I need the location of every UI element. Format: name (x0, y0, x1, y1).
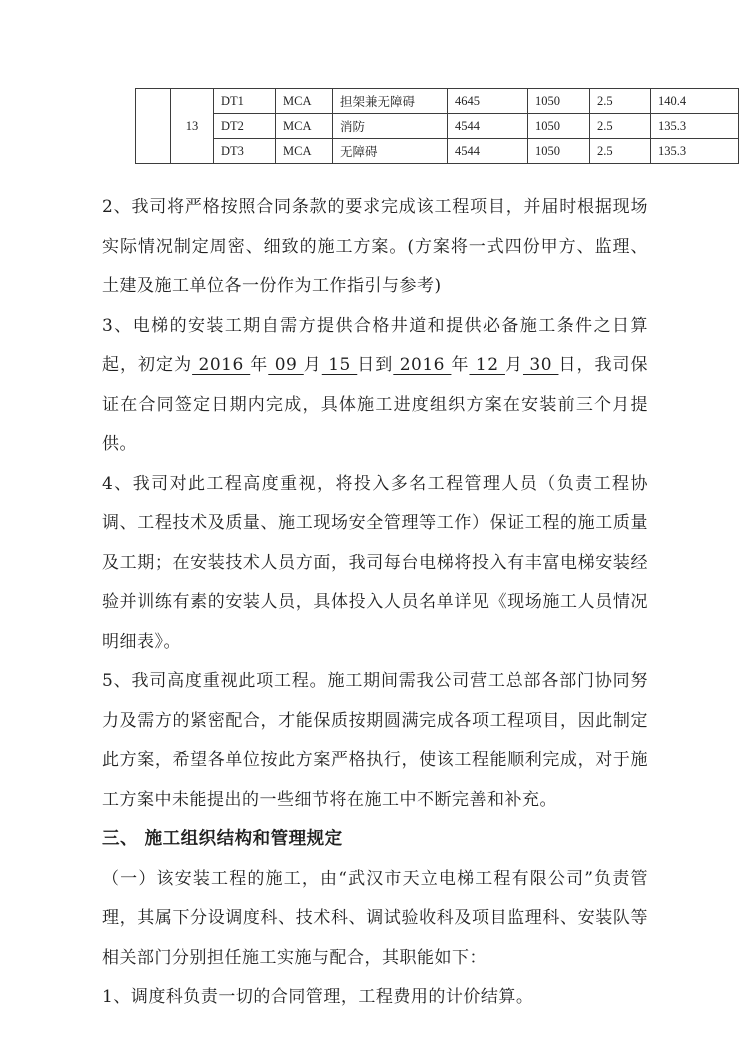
paragraph-4: 4、我司对此工程高度重视，将投入多名工程管理人员（负责工程协调、工程技术及质量、施工现场安全管理等工作）保证工程的施工质量及工期；在安装技术人员方面，我司每台电梯将投入有丰富电梯安装经验并训练有素的安装人员，具体投入人员名单详见《现场施工人员情况明细表》。 (102, 473, 648, 652)
table-cell-model: MCA (276, 114, 333, 139)
date-start-month: 09 (268, 355, 304, 375)
table-cell-model: MCA (276, 139, 333, 164)
date-start-year: 2016 (192, 355, 251, 375)
paragraph-6: （一）该安装工程的施工，由“武汉市天立电梯工程有限公司”负责管理，其属下分设调度科、技术科、调试验收科及项目监理科、安装队等相关部门分别担任施工实施与配合，其职能如下： (102, 868, 648, 968)
table-cell-blank (136, 89, 171, 164)
table-cell-group-no: 13 (171, 89, 214, 164)
table-row (136, 89, 739, 114)
paragraph-2: 2、我司将严格按照合同条款的要求完成该工程项目，并届时根据现场实际情况制定周密、细致的施工方案。(方案将一式四份甲方、监理、土建及施工单位各一份作为工作指引与参考) (102, 197, 648, 296)
elevator-spec-table (135, 88, 739, 164)
table-cell-v2: 1050 (528, 89, 590, 114)
elevator-spec-table-wrap (135, 88, 739, 164)
date-end-year: 2016 (393, 355, 452, 375)
table-cell-type: 消防 (333, 114, 448, 139)
paragraph-3-text: 3、电梯的安装工期自需方提供合格井道和提供必备施工条件之日算起，初定为 (102, 315, 648, 375)
table-cell-v3: 2.5 (590, 139, 651, 164)
month-label: 月 (504, 355, 523, 375)
table-cell-type: 担架兼无障碍 (333, 89, 448, 114)
paragraph-5: 5、我司高度重视此项工程。施工期间需我公司营工总部各部门协同努力及需方的紧密配合，才能保质按期圆满完成各项工程项目，因此制定此方案，希望各单位按此方案严格执行，使该工程能顺利完成，对于施工方案中未能提出的一些细节将在施工中不断完善和补充。 (102, 671, 648, 810)
table-row (136, 139, 739, 164)
table-cell-code: DT2 (214, 114, 276, 139)
paragraph-7: 1、调度科负责一切的合同管理，工程费用的计价结算。 (102, 987, 534, 1007)
paragraph-3 (102, 307, 648, 465)
day-to-label: 日到 (357, 355, 394, 375)
year-label: 年 (250, 355, 269, 375)
table-cell-v1: 4544 (448, 139, 528, 164)
table-cell-v2: 1050 (528, 114, 590, 139)
table-row (136, 114, 739, 139)
year-label: 年 (451, 355, 470, 375)
table-cell-v2: 1050 (528, 139, 590, 164)
table-cell-code: DT3 (214, 139, 276, 164)
table-cell-code: DT1 (214, 89, 276, 114)
table-cell-model: MCA (276, 89, 333, 114)
table-cell-type: 无障碍 (333, 139, 448, 164)
table-cell-v4: 135.3 (651, 139, 739, 164)
table-cell-v4: 135.3 (651, 114, 739, 139)
month-label: 月 (303, 355, 322, 375)
table-cell-v3: 2.5 (590, 114, 651, 139)
section-heading-3: 三、 施工组织结构和管理规定 (102, 829, 343, 849)
paragraph-3-tail: 日，我司保证在合同签定日期内完成，具体施工进度组织方案在安装前三个月提供。 (102, 355, 649, 454)
table-cell-v3: 2.5 (590, 89, 651, 114)
date-end-month: 12 (469, 355, 505, 375)
document-body (102, 188, 648, 1018)
table-cell-v1: 4544 (448, 114, 528, 139)
table-cell-v1: 4645 (448, 89, 528, 114)
date-start-day: 15 (321, 355, 358, 375)
date-end-day: 30 (522, 355, 559, 375)
table-cell-v4: 140.4 (651, 89, 739, 114)
